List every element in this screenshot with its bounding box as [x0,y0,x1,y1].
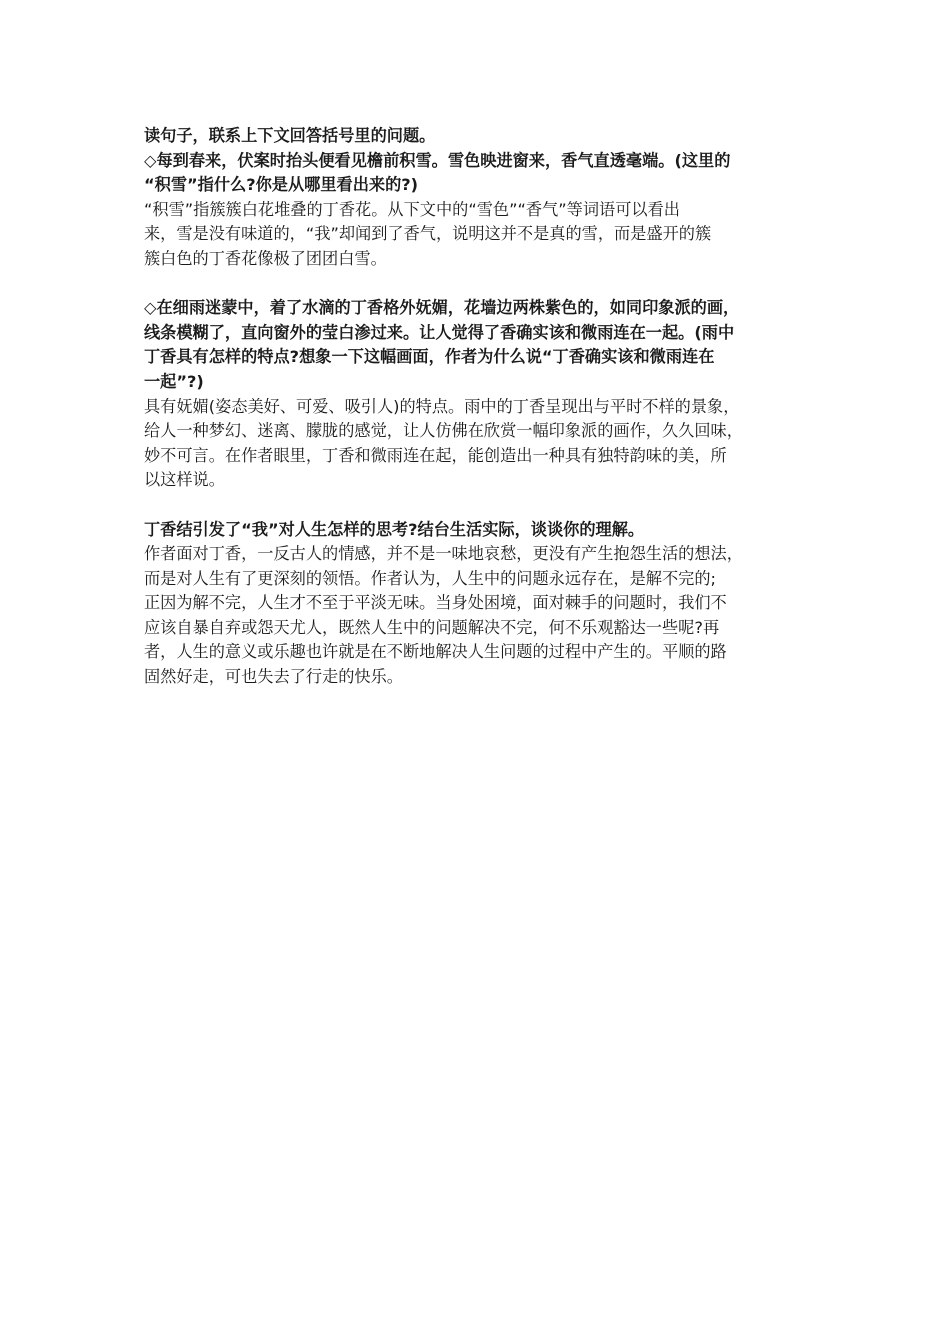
answer-1-line: “积雪”指簇簇白花堆叠的丁香花。从下文中的“雪色”“香气”等词语可以看出 [144,199,680,219]
question-2-line: 丁香具有怎样的特点?想象一下这幅画面，作者为什么说“丁香确实该和微雨连在 [144,347,715,367]
question-3 [144,518,824,543]
question-2-line: 一起”?) [144,371,204,391]
answer-3-line: 应该自暴自弃或怨天尤人，既然人生中的问题解决不完，何不乐观豁达一些呢?再 [144,617,720,637]
question-1 [144,149,824,198]
answer-3 [144,542,824,690]
question-2-line: ◇在细雨迷蒙中，着了水滴的丁香格外妩媚，花墙边两株紫色的，如同印象派的画， [144,298,740,318]
answer-1 [144,198,824,272]
question-2 [144,296,824,394]
question-2-line: 线条模糊了，直向窗外的莹白渗过来。让人觉得了香确实该和微雨连在一起。(雨中 [144,322,735,342]
answer-2-line: 给人一种梦幻、迷离、朦胧的感觉，让人仿佛在欣赏一幅印象派的画作，久久回味， [144,421,743,441]
paragraph-gap [144,272,824,297]
answer-2-line: 具有妩媚(姿态美好、可爱、吸引人)的特点。雨中的丁香呈现出与平时不样的景象， [144,396,740,416]
answer-3-line: 正因为解不完，人生才不至于平淡无味。当身处困境，面对棘手的问题时，我们不 [144,593,727,613]
question-1-line: ◇每到春来，伏案时抬头便看见檐前积雪。雪色映进窗来，香气直透毫端。(这里的 [144,150,731,170]
answer-3-line: 而是对人生有了更深刻的领悟。作者认为，人生中的问题永远存在，是解不完的; [144,568,717,588]
question-3-line: 丁香结引发了“我”对人生怎样的思考?结台生活实际，谈谈你的理解。 [144,519,645,539]
answer-2 [144,395,824,493]
answer-3-line: 作者面对丁香，一反古人的情感，并不是一味地哀愁，更没有产生抱怨生活的想法， [144,544,743,564]
instruction-heading: 读句子，联系上下文回答括号里的问题。 [144,126,436,145]
paragraph-gap [144,493,824,518]
question-1-line: “积雪”指什么?你是从哪里看出来的?) [144,175,419,195]
answer-3-line: 者，人生的意义或乐趣也许就是在不断地解决人生问题的过程中产生的。平顺的路 [144,642,727,662]
answer-2-line: 以这样说。 [144,470,225,490]
document-page [144,124,824,690]
answer-3-line: 固然好走，可也失去了行走的快乐。 [144,667,403,687]
answer-1-line: 来，雪是没有味道的，“我”却闻到了香气，说明这并不是真的雪，而是盛开的簇 [144,224,712,244]
answer-2-line: 妙不可言。在作者眼里，丁香和微雨连在起，能创造出一种具有独特韵味的美，所 [144,445,727,465]
answer-1-line: 簇白色的丁香花像极了团团白雪。 [144,248,387,268]
